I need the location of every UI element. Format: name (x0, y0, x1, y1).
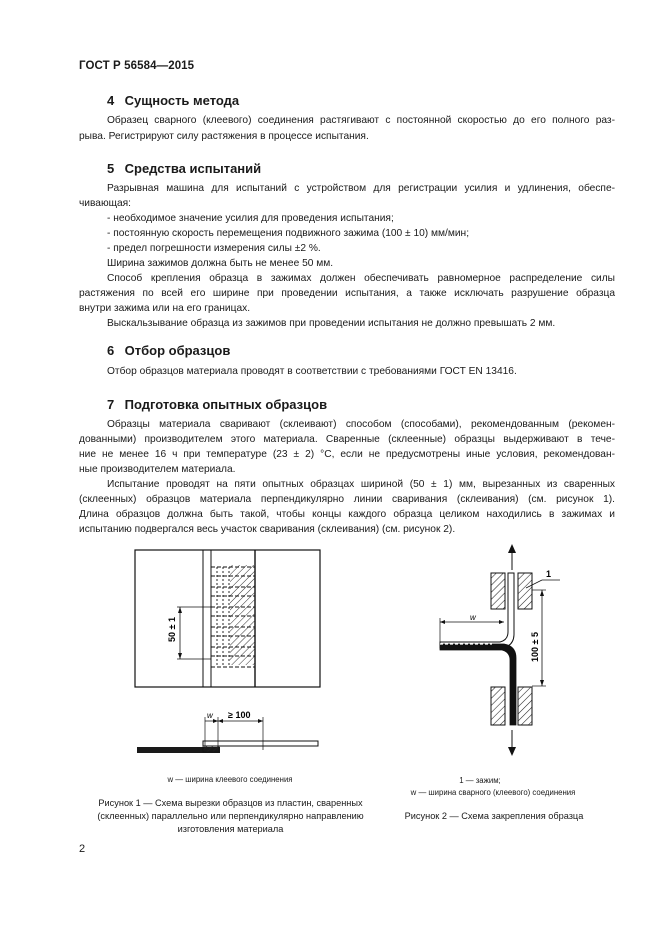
text-line: испытанию подвергался весь участок сваривания (склеивания) (см. рисунок 2). (79, 524, 456, 535)
dim-arrow-top (178, 607, 182, 613)
text-line: растяжения по всей его ширине при проведении испытания, а также исключать разрушение образца (79, 288, 615, 299)
w-label: w (207, 711, 213, 720)
dim-arrow (213, 719, 218, 723)
section-5-heading (107, 161, 261, 176)
list-item: - постоянную скорость перемещения подвижного зажима (100 ± 10) мм/мин; (107, 228, 470, 239)
text-line: Способ крепления образца в зажимах должен обеспечивать равномерное распределение силы (107, 273, 615, 284)
specimen-vertical-lines (217, 567, 229, 667)
text-line: ние не менее 16 ч при температуре (23 ± 2) °С, если не предусмотрены иные условия, рекомендован- (79, 449, 615, 460)
section-6-heading (107, 343, 230, 358)
caption-line: изготовления материала (177, 824, 284, 834)
text-line: ные производителем материала. (79, 464, 236, 475)
min-length-label: ≥ 100 (228, 710, 251, 720)
caption-line: Рисунок 1 — Схема вырезки образцов из пластин, сваренных (98, 798, 363, 808)
upper-sheet (203, 741, 318, 746)
text-line: Испытание проводят на пяти опытных образцах шириной (50 ± 1) мм, вырезанных из сваренных (107, 479, 615, 490)
text-line: (склеенных) образцов материала перпендикулярно линии сваривания (склеивания) (см. рисунок 1). (79, 494, 615, 505)
figure-2-legend-2: w — ширина сварного (клеевого) соединения (410, 788, 576, 797)
text-line: Разрывная машина для испытаний с устройством для регистрации усилия и удлинения, обеспе- (107, 183, 615, 194)
text-line: внутри зажима или на его границах. (79, 303, 251, 314)
text-line: Выскальзывание образца из зажимов при проведении испытания не должно превышать 2 мм. (107, 318, 556, 329)
text-line: Образцы материала сваривают (склеивают) способом (способами), рекомендованным (рекомен- (107, 419, 615, 430)
dim-arrow (258, 719, 263, 723)
figure-2-caption: Рисунок 2 — Схема закрепления образца (404, 811, 584, 821)
section-7-heading (107, 397, 327, 412)
text-line: Отбор образцов материала проводят в соответствии с требованиями ГОСТ EN 13416. (107, 366, 517, 377)
section-number: 6 (107, 343, 115, 358)
figure-1-legend: w — ширина клеевого соединения (167, 775, 293, 784)
dim-arrow (540, 590, 544, 596)
list-item: - необходимое значение усилия для проведения испытания; (107, 213, 394, 224)
dim-50-label: 50 ± 1 (167, 617, 177, 642)
bottom-clamp-right (518, 687, 532, 725)
section-title: Сущность метода (124, 93, 240, 108)
document-code: ГОСТ Р 56584—2015 (79, 60, 195, 72)
dim-arrow (218, 719, 223, 723)
arrow-head-down (508, 747, 516, 756)
arrow-head-up (508, 544, 516, 553)
figure-1-caption (78, 797, 383, 836)
page-number: 2 (79, 843, 86, 855)
figure-2-legend-1: 1 — зажим; (459, 776, 501, 785)
figure-1-drawing (125, 545, 330, 760)
bottom-clamp-left (491, 687, 505, 725)
section-number: 4 (107, 93, 115, 108)
text-line: чивающая: (79, 198, 131, 209)
joint-hatch (203, 746, 219, 752)
dim-arrow (540, 680, 544, 686)
callout-1-label: 1 (546, 569, 552, 579)
caption-line: (склеенных) параллельно или перпендикулярно направлению (97, 811, 364, 821)
text-line: Длина образцов должна быть такой, чтобы концы каждого образца целиком находились в зажимах и (79, 509, 615, 520)
figure-2-drawing (430, 540, 590, 765)
text-line: рыва. Регистрируют силу растяжения в процессе испытания. (79, 131, 369, 142)
section-number: 7 (107, 397, 115, 412)
dim-arrow (499, 620, 504, 624)
text-line: Образец сварного (клеевого) соединения растягивают с постоянной скоростью до его полного раз- (107, 115, 615, 126)
section-4-heading (107, 93, 239, 108)
plate-outline (135, 550, 320, 687)
list-item: - предел погрешности измерения силы ±2 %. (107, 243, 321, 254)
top-clamp-left (491, 573, 505, 609)
text-line: Ширина зажимов должна быть не менее 50 мм. (107, 258, 334, 269)
dim-100-label: 100 ± 5 (530, 632, 540, 662)
dim-arrow (440, 620, 445, 624)
section-title: Средства испытаний (124, 161, 262, 176)
w-label: w (470, 613, 476, 622)
text-line: дованными) производителем этого материала. Сваренные (склеенные) образцы выдерживают в тече- (79, 434, 615, 445)
section-number: 5 (107, 161, 115, 176)
top-clamp-right (518, 573, 532, 609)
weld-hatch (230, 565, 255, 665)
section-title: Отбор образцов (124, 343, 231, 358)
dim-arrow-bottom (178, 653, 182, 659)
section-title: Подготовка опытных образцов (124, 397, 328, 412)
